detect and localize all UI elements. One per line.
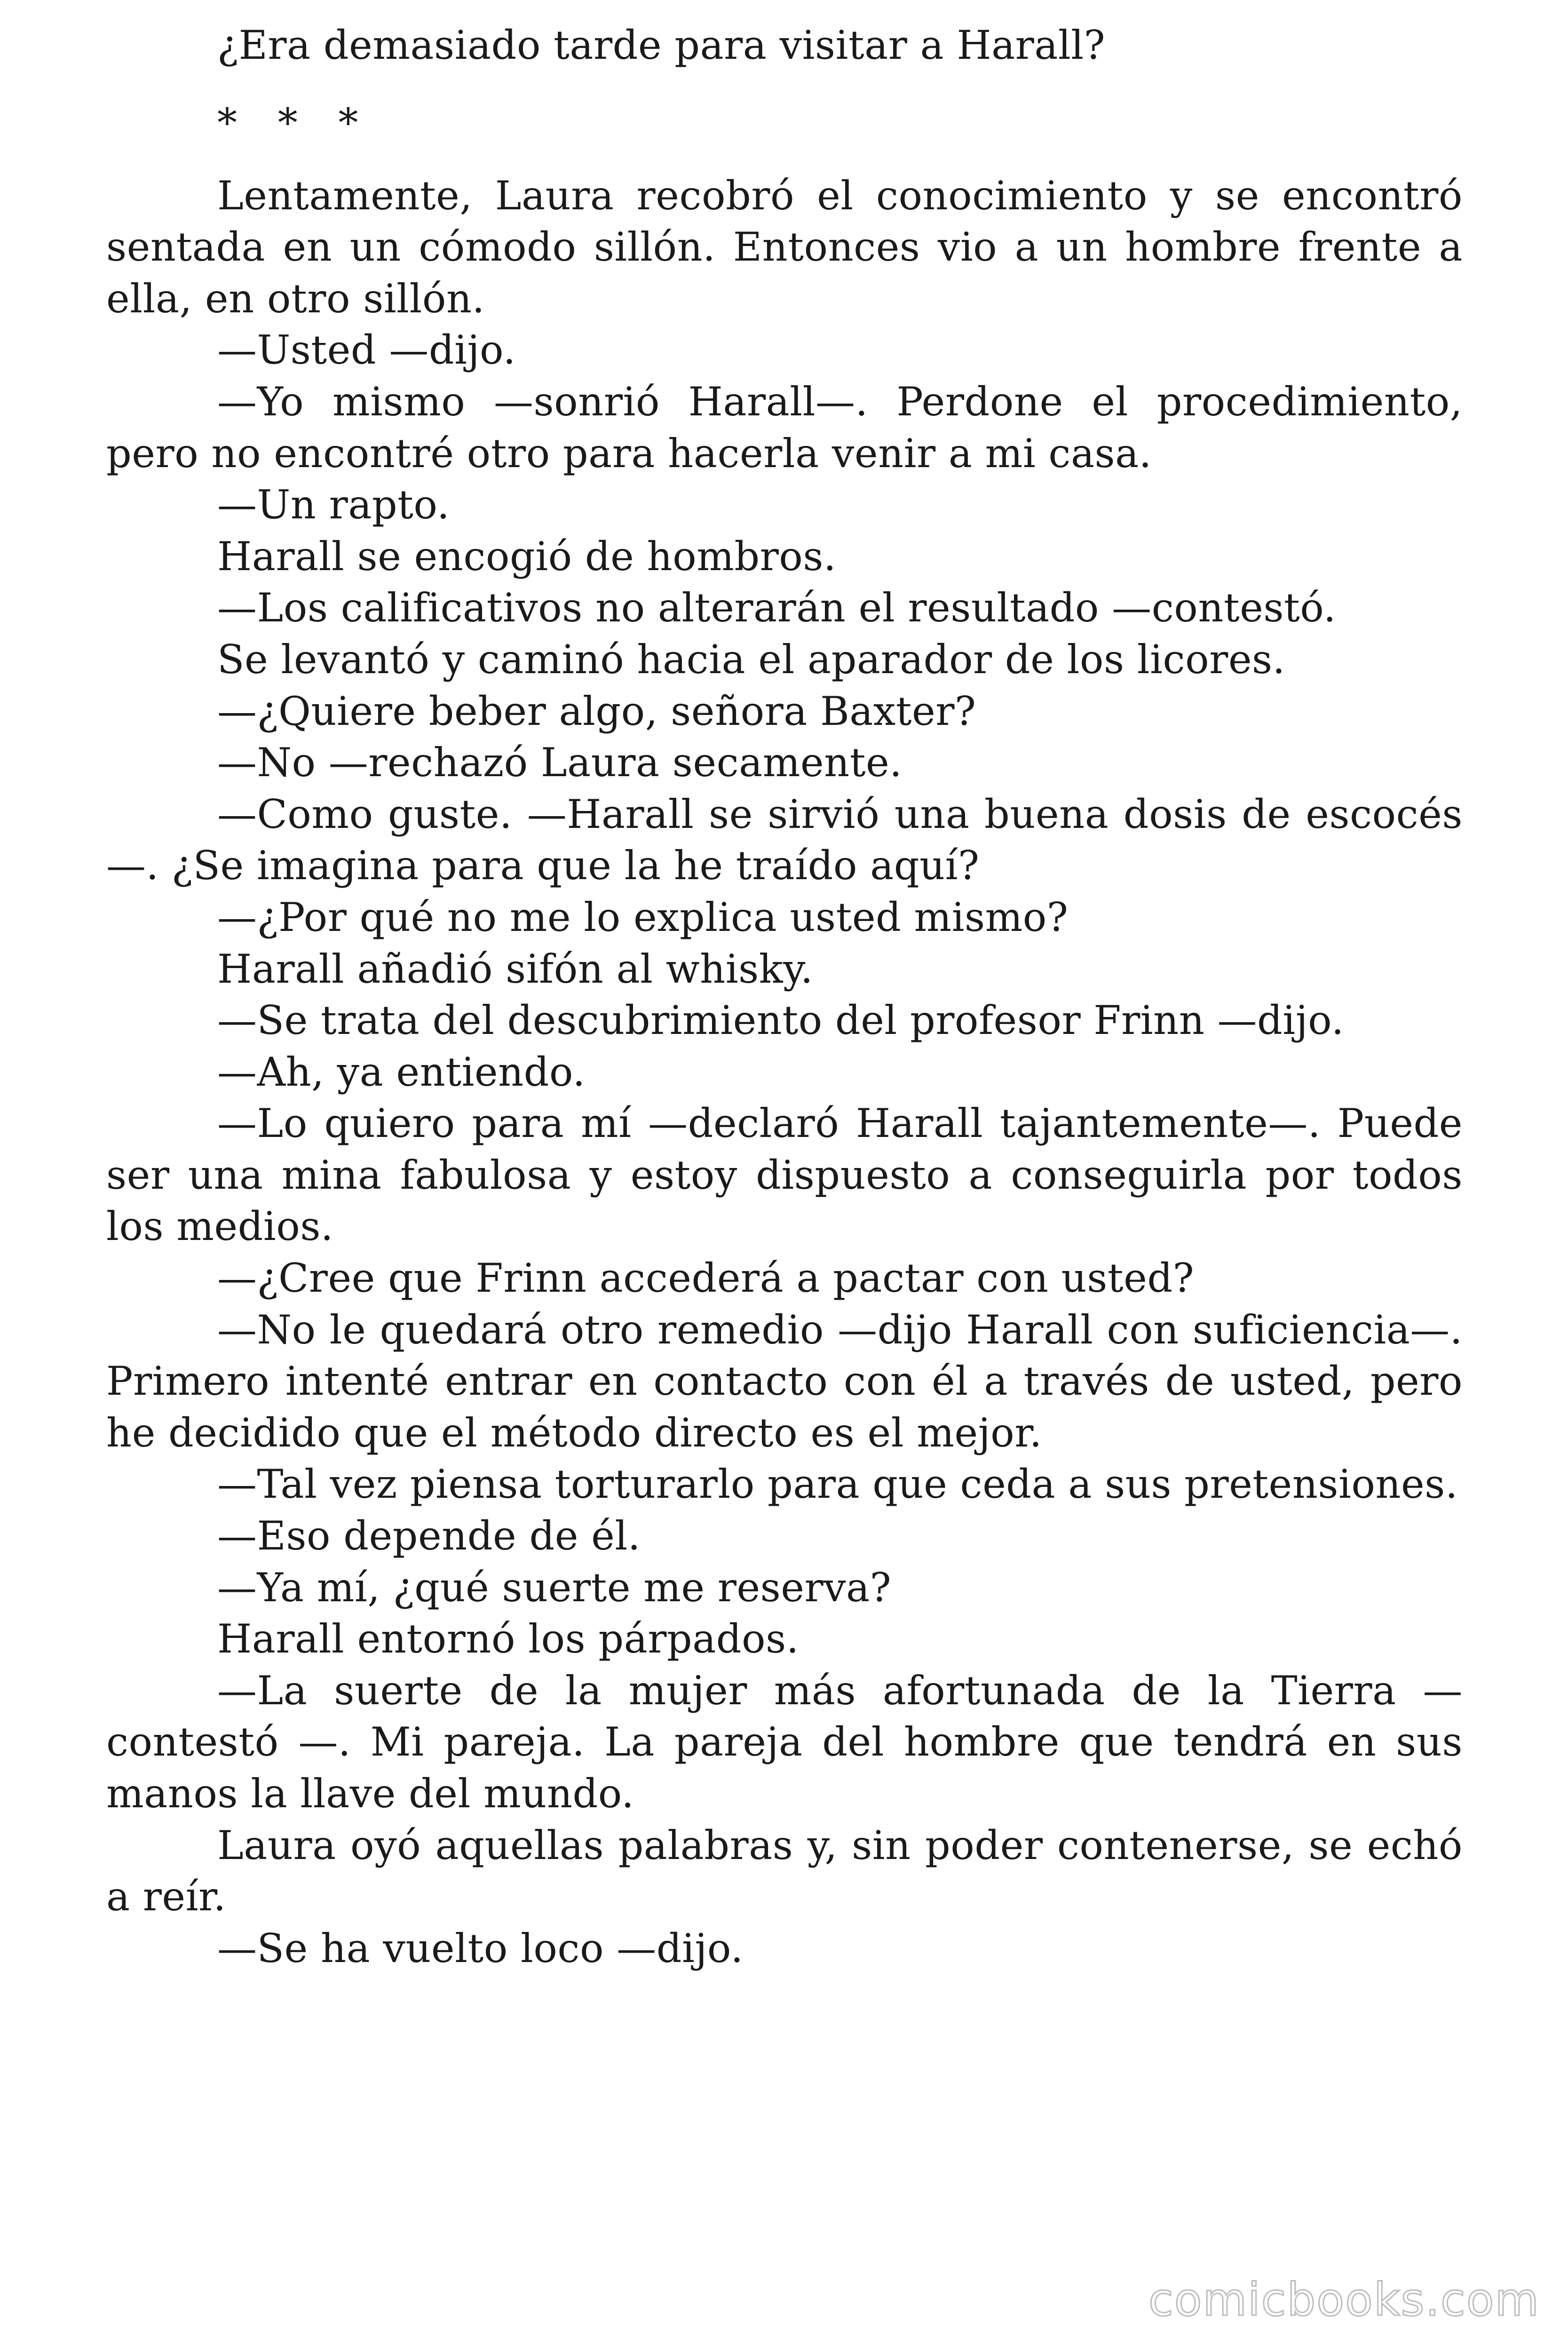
paragraph: Laura oyó aquellas palabras y, sin poder contenerse, se echó a reír. [106, 1822, 1463, 1920]
paragraph: —Eso depende de él. [217, 1513, 641, 1559]
paragraph: Harall entornó los párpados. [217, 1616, 799, 1662]
paragraph: Harall se encogió de hombros. [217, 533, 837, 580]
paragraph: —Ya mí, ¿qué suerte me reserva? [217, 1564, 892, 1611]
paragraph: —Se trata del descubrimiento del profesor Frinn —dijo. [217, 997, 1344, 1044]
paragraph: —No le quedará otro remedio —dijo Harall con suficiencia—. Primero intenté entrar en contacto con él a través de usted, pero he decidido que el método directo es el mejor. [106, 1306, 1463, 1456]
paragraph: —Usted —dijo. [217, 327, 516, 373]
paragraph: —¿Cree que Frinn accederá a pactar con usted? [217, 1255, 1195, 1302]
paragraph: —Como guste. —Harall se sirvió una buena dosis de escocés—. ¿Se imagina para que la he traído aquí? [106, 791, 1463, 889]
scene-separator: * * * [217, 99, 372, 146]
paragraph: —Lo quiero para mí —declaró Harall tajantemente—. Puede ser una mina fabulosa y estoy dispuesto a conseguirla por todos los medios. [106, 1100, 1463, 1250]
paragraph: —¿Por qué no me lo explica usted mismo? [217, 894, 1069, 940]
paragraph: —Yo mismo —sonrió Harall—. Perdone el procedimiento, pero no encontré otro para hacerla venir a mi casa. [106, 378, 1463, 477]
watermark-text: comicbooks.com [1148, 2273, 1540, 2326]
paragraph: —¿Quiere beber algo, señora Baxter? [217, 688, 976, 734]
paragraph: Lentamente, Laura recobró el conocimiento y se encontró sentada en un cómodo sillón. Entonces vio a un hombre frente a ella, en otro sillón. [106, 172, 1463, 322]
paragraph: Se levantó y caminó hacia el aparador de los licores. [217, 636, 1285, 683]
paragraph: —No —rechazó Laura secamente. [217, 739, 903, 786]
paragraph: —La suerte de la mujer más afortunada de la Tierra —contestó —. Mi pareja. La pareja del hombre que tendrá en sus manos la llave del mundo. [106, 1667, 1463, 1817]
body-text [106, 20, 1463, 1974]
paragraph: ¿Era demasiado tarde para visitar a Harall? [217, 22, 1106, 68]
paragraph: —Ah, ya entiendo. [217, 1049, 586, 1095]
paragraph: —Un rapto. [217, 482, 450, 528]
paragraph: Harall añadió sifón al whisky. [217, 946, 814, 992]
paragraph: —Tal vez piensa torturarlo para que ceda a sus pretensiones. [217, 1461, 1458, 1508]
paragraph: —Los calificativos no alterarán el resultado —contestó. [217, 585, 1337, 631]
paragraph: —Se ha vuelto loco —dijo. [217, 1925, 744, 1971]
